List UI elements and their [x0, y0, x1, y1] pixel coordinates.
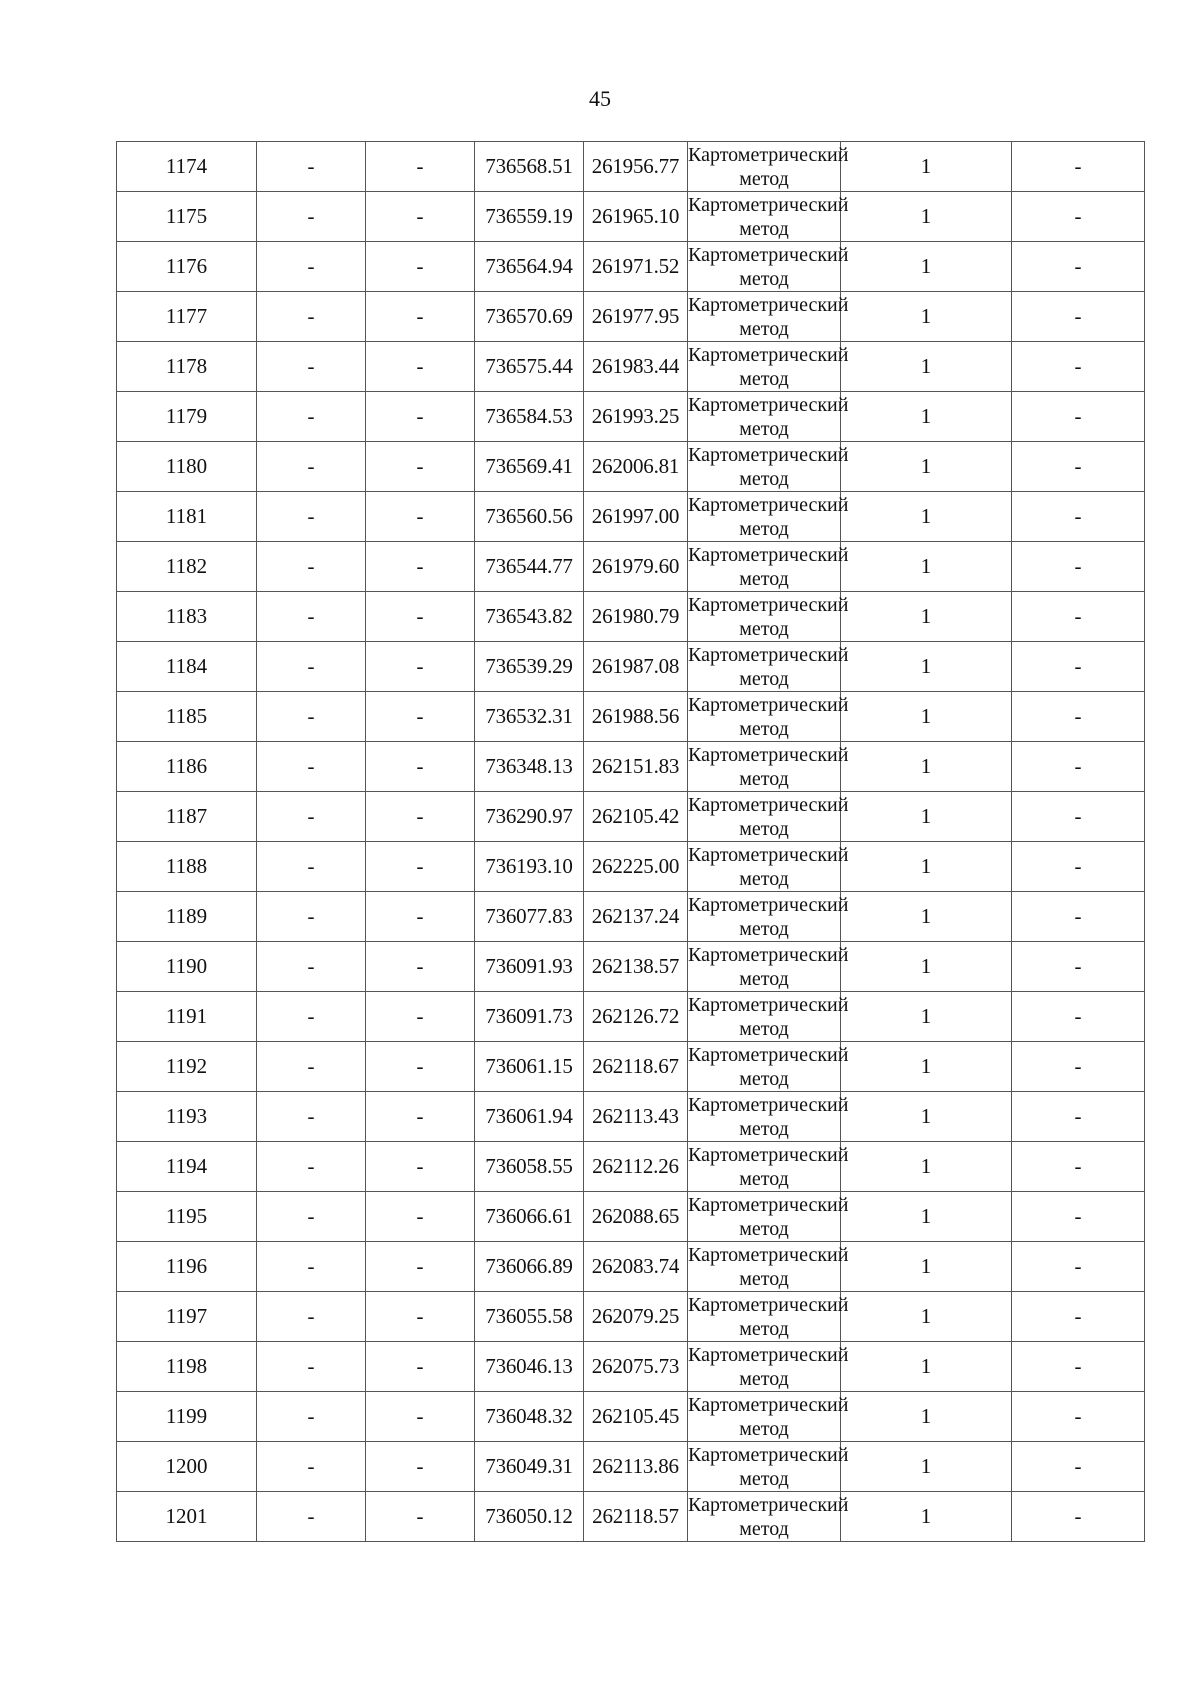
accuracy-cell: 1	[841, 1292, 1012, 1342]
table-row	[117, 1342, 1145, 1392]
accuracy-cell: 1	[841, 692, 1012, 742]
table-row	[117, 942, 1145, 992]
empty-value-cell: -	[1012, 1342, 1145, 1392]
table-row	[117, 842, 1145, 892]
method-cell: Картометрический метод	[688, 392, 841, 442]
table-row	[117, 542, 1145, 592]
table-row	[117, 992, 1145, 1042]
point-number-cell: 1181	[117, 492, 257, 542]
y-coordinate-cell: 262138.57	[584, 942, 688, 992]
empty-value-cell: -	[257, 1042, 366, 1092]
table-row	[117, 1092, 1145, 1142]
empty-value-cell: -	[257, 592, 366, 642]
table-row	[117, 442, 1145, 492]
method-cell: Картометрический метод	[688, 192, 841, 242]
accuracy-cell: 1	[841, 392, 1012, 442]
x-coordinate-cell: 736055.58	[475, 1292, 584, 1342]
empty-value-cell: -	[257, 442, 366, 492]
accuracy-cell: 1	[841, 492, 1012, 542]
coordinates-table	[116, 141, 1145, 1542]
x-coordinate-cell: 736048.32	[475, 1392, 584, 1442]
empty-value-cell: -	[1012, 492, 1145, 542]
method-cell: Картометрический метод	[688, 942, 841, 992]
empty-value-cell: -	[366, 1042, 475, 1092]
method-cell: Картометрический метод	[688, 1142, 841, 1192]
table-row	[117, 1142, 1145, 1192]
point-number-cell: 1187	[117, 792, 257, 842]
empty-value-cell: -	[1012, 192, 1145, 242]
method-cell: Картометрический метод	[688, 742, 841, 792]
x-coordinate-cell: 736066.61	[475, 1192, 584, 1242]
accuracy-cell: 1	[841, 892, 1012, 942]
empty-value-cell: -	[1012, 792, 1145, 842]
empty-value-cell: -	[366, 492, 475, 542]
empty-value-cell: -	[366, 1442, 475, 1492]
empty-value-cell: -	[257, 842, 366, 892]
accuracy-cell: 1	[841, 1142, 1012, 1192]
method-cell: Картометрический метод	[688, 1092, 841, 1142]
x-coordinate-cell: 736091.93	[475, 942, 584, 992]
y-coordinate-cell: 262126.72	[584, 992, 688, 1042]
table-row	[117, 1242, 1145, 1292]
method-cell: Картометрический метод	[688, 1292, 841, 1342]
x-coordinate-cell: 736559.19	[475, 192, 584, 242]
accuracy-cell: 1	[841, 1242, 1012, 1292]
method-cell: Картометрический метод	[688, 1392, 841, 1442]
point-number-cell: 1183	[117, 592, 257, 642]
empty-value-cell: -	[257, 1292, 366, 1342]
empty-value-cell: -	[1012, 592, 1145, 642]
table-row	[117, 1292, 1145, 1342]
method-cell: Картометрический метод	[688, 292, 841, 342]
table-row	[117, 292, 1145, 342]
point-number-cell: 1196	[117, 1242, 257, 1292]
x-coordinate-cell: 736570.69	[475, 292, 584, 342]
empty-value-cell: -	[1012, 1492, 1145, 1542]
empty-value-cell: -	[1012, 842, 1145, 892]
empty-value-cell: -	[257, 942, 366, 992]
empty-value-cell: -	[366, 242, 475, 292]
method-cell: Картометрический метод	[688, 1442, 841, 1492]
y-coordinate-cell: 261980.79	[584, 592, 688, 642]
x-coordinate-cell: 736560.56	[475, 492, 584, 542]
x-coordinate-cell: 736543.82	[475, 592, 584, 642]
table-row	[117, 1492, 1145, 1542]
point-number-cell: 1194	[117, 1142, 257, 1192]
method-cell: Картометрический метод	[688, 1242, 841, 1292]
point-number-cell: 1177	[117, 292, 257, 342]
x-coordinate-cell: 736539.29	[475, 642, 584, 692]
empty-value-cell: -	[1012, 942, 1145, 992]
empty-value-cell: -	[366, 592, 475, 642]
empty-value-cell: -	[1012, 292, 1145, 342]
accuracy-cell: 1	[841, 142, 1012, 192]
point-number-cell: 1189	[117, 892, 257, 942]
empty-value-cell: -	[1012, 1242, 1145, 1292]
empty-value-cell: -	[1012, 1192, 1145, 1242]
point-number-cell: 1184	[117, 642, 257, 692]
method-cell: Картометрический метод	[688, 342, 841, 392]
point-number-cell: 1190	[117, 942, 257, 992]
empty-value-cell: -	[257, 192, 366, 242]
accuracy-cell: 1	[841, 792, 1012, 842]
empty-value-cell: -	[366, 542, 475, 592]
method-cell: Картометрический метод	[688, 492, 841, 542]
empty-value-cell: -	[366, 442, 475, 492]
empty-value-cell: -	[1012, 242, 1145, 292]
point-number-cell: 1197	[117, 1292, 257, 1342]
empty-value-cell: -	[257, 1142, 366, 1192]
accuracy-cell: 1	[841, 742, 1012, 792]
table-row	[117, 392, 1145, 442]
x-coordinate-cell: 736569.41	[475, 442, 584, 492]
table-row	[117, 1042, 1145, 1092]
empty-value-cell: -	[366, 142, 475, 192]
table-row	[117, 592, 1145, 642]
point-number-cell: 1199	[117, 1392, 257, 1442]
empty-value-cell: -	[366, 392, 475, 442]
empty-value-cell: -	[366, 742, 475, 792]
empty-value-cell: -	[257, 1242, 366, 1292]
x-coordinate-cell: 736575.44	[475, 342, 584, 392]
y-coordinate-cell: 262083.74	[584, 1242, 688, 1292]
method-cell: Картометрический метод	[688, 142, 841, 192]
empty-value-cell: -	[366, 642, 475, 692]
y-coordinate-cell: 262006.81	[584, 442, 688, 492]
table-row	[117, 192, 1145, 242]
table-row	[117, 1392, 1145, 1442]
y-coordinate-cell: 261993.25	[584, 392, 688, 442]
x-coordinate-cell: 736564.94	[475, 242, 584, 292]
y-coordinate-cell: 262088.65	[584, 1192, 688, 1242]
accuracy-cell: 1	[841, 942, 1012, 992]
empty-value-cell: -	[366, 292, 475, 342]
accuracy-cell: 1	[841, 1042, 1012, 1092]
method-cell: Картометрический метод	[688, 1042, 841, 1092]
empty-value-cell: -	[257, 1442, 366, 1492]
empty-value-cell: -	[366, 992, 475, 1042]
empty-value-cell: -	[366, 692, 475, 742]
accuracy-cell: 1	[841, 842, 1012, 892]
y-coordinate-cell: 262137.24	[584, 892, 688, 942]
empty-value-cell: -	[1012, 1442, 1145, 1492]
point-number-cell: 1198	[117, 1342, 257, 1392]
point-number-cell: 1193	[117, 1092, 257, 1142]
y-coordinate-cell: 261979.60	[584, 542, 688, 592]
method-cell: Картометрический метод	[688, 642, 841, 692]
empty-value-cell: -	[257, 1342, 366, 1392]
empty-value-cell: -	[257, 992, 366, 1042]
accuracy-cell: 1	[841, 1442, 1012, 1492]
method-cell: Картометрический метод	[688, 542, 841, 592]
table-row	[117, 342, 1145, 392]
point-number-cell: 1195	[117, 1192, 257, 1242]
accuracy-cell: 1	[841, 642, 1012, 692]
x-coordinate-cell: 736348.13	[475, 742, 584, 792]
accuracy-cell: 1	[841, 1192, 1012, 1242]
y-coordinate-cell: 261965.10	[584, 192, 688, 242]
accuracy-cell: 1	[841, 542, 1012, 592]
y-coordinate-cell: 261977.95	[584, 292, 688, 342]
empty-value-cell: -	[366, 892, 475, 942]
empty-value-cell: -	[257, 1192, 366, 1242]
empty-value-cell: -	[366, 1192, 475, 1242]
empty-value-cell: -	[1012, 692, 1145, 742]
y-coordinate-cell: 262112.26	[584, 1142, 688, 1192]
empty-value-cell: -	[257, 1392, 366, 1442]
empty-value-cell: -	[366, 842, 475, 892]
method-cell: Картометрический метод	[688, 692, 841, 742]
table-row	[117, 242, 1145, 292]
empty-value-cell: -	[366, 192, 475, 242]
empty-value-cell: -	[1012, 142, 1145, 192]
y-coordinate-cell: 262079.25	[584, 1292, 688, 1342]
accuracy-cell: 1	[841, 292, 1012, 342]
table-row	[117, 792, 1145, 842]
y-coordinate-cell: 262075.73	[584, 1342, 688, 1392]
empty-value-cell: -	[1012, 542, 1145, 592]
method-cell: Картометрический метод	[688, 242, 841, 292]
y-coordinate-cell: 262113.43	[584, 1092, 688, 1142]
y-coordinate-cell: 261987.08	[584, 642, 688, 692]
point-number-cell: 1200	[117, 1442, 257, 1492]
point-number-cell: 1179	[117, 392, 257, 442]
point-number-cell: 1180	[117, 442, 257, 492]
empty-value-cell: -	[1012, 642, 1145, 692]
empty-value-cell: -	[1012, 892, 1145, 942]
y-coordinate-cell: 262225.00	[584, 842, 688, 892]
empty-value-cell: -	[1012, 392, 1145, 442]
x-coordinate-cell: 736058.55	[475, 1142, 584, 1192]
method-cell: Картометрический метод	[688, 592, 841, 642]
empty-value-cell: -	[1012, 1142, 1145, 1192]
table-row	[117, 692, 1145, 742]
table-row	[117, 1442, 1145, 1492]
empty-value-cell: -	[1012, 992, 1145, 1042]
y-coordinate-cell: 261983.44	[584, 342, 688, 392]
method-cell: Картометрический метод	[688, 1492, 841, 1542]
accuracy-cell: 1	[841, 242, 1012, 292]
x-coordinate-cell: 736193.10	[475, 842, 584, 892]
y-coordinate-cell: 262118.57	[584, 1492, 688, 1542]
x-coordinate-cell: 736046.13	[475, 1342, 584, 1392]
method-cell: Картометрический метод	[688, 992, 841, 1042]
table-body	[117, 142, 1145, 1542]
y-coordinate-cell: 261988.56	[584, 692, 688, 742]
point-number-cell: 1188	[117, 842, 257, 892]
accuracy-cell: 1	[841, 992, 1012, 1042]
page-number: 45	[589, 86, 611, 111]
accuracy-cell: 1	[841, 192, 1012, 242]
y-coordinate-cell: 262105.42	[584, 792, 688, 842]
empty-value-cell: -	[257, 392, 366, 442]
point-number-cell: 1182	[117, 542, 257, 592]
empty-value-cell: -	[1012, 1042, 1145, 1092]
method-cell: Картометрический метод	[688, 442, 841, 492]
point-number-cell: 1186	[117, 742, 257, 792]
empty-value-cell: -	[257, 642, 366, 692]
empty-value-cell: -	[257, 792, 366, 842]
empty-value-cell: -	[257, 892, 366, 942]
empty-value-cell: -	[257, 1492, 366, 1542]
point-number-cell: 1185	[117, 692, 257, 742]
method-cell: Картометрический метод	[688, 792, 841, 842]
empty-value-cell: -	[1012, 742, 1145, 792]
method-cell: Картометрический метод	[688, 1192, 841, 1242]
accuracy-cell: 1	[841, 1492, 1012, 1542]
empty-value-cell: -	[1012, 342, 1145, 392]
point-number-cell: 1176	[117, 242, 257, 292]
x-coordinate-cell: 736061.15	[475, 1042, 584, 1092]
empty-value-cell: -	[366, 942, 475, 992]
accuracy-cell: 1	[841, 592, 1012, 642]
x-coordinate-cell: 736290.97	[475, 792, 584, 842]
empty-value-cell: -	[1012, 1392, 1145, 1442]
y-coordinate-cell: 262151.83	[584, 742, 688, 792]
point-number-cell: 1192	[117, 1042, 257, 1092]
x-coordinate-cell: 736584.53	[475, 392, 584, 442]
point-number-cell: 1178	[117, 342, 257, 392]
point-number-cell: 1191	[117, 992, 257, 1042]
empty-value-cell: -	[257, 742, 366, 792]
empty-value-cell: -	[1012, 1292, 1145, 1342]
empty-value-cell: -	[366, 1492, 475, 1542]
y-coordinate-cell: 261956.77	[584, 142, 688, 192]
table-row	[117, 892, 1145, 942]
y-coordinate-cell: 262118.67	[584, 1042, 688, 1092]
empty-value-cell: -	[1012, 1092, 1145, 1142]
accuracy-cell: 1	[841, 1392, 1012, 1442]
empty-value-cell: -	[257, 692, 366, 742]
x-coordinate-cell: 736066.89	[475, 1242, 584, 1292]
method-cell: Картометрический метод	[688, 842, 841, 892]
table-row	[117, 142, 1145, 192]
point-number-cell: 1201	[117, 1492, 257, 1542]
empty-value-cell: -	[366, 1142, 475, 1192]
x-coordinate-cell: 736568.51	[475, 142, 584, 192]
point-number-cell: 1174	[117, 142, 257, 192]
empty-value-cell: -	[366, 1092, 475, 1142]
empty-value-cell: -	[366, 1242, 475, 1292]
y-coordinate-cell: 261971.52	[584, 242, 688, 292]
empty-value-cell: -	[366, 1342, 475, 1392]
empty-value-cell: -	[257, 142, 366, 192]
accuracy-cell: 1	[841, 442, 1012, 492]
accuracy-cell: 1	[841, 1092, 1012, 1142]
x-coordinate-cell: 736049.31	[475, 1442, 584, 1492]
empty-value-cell: -	[257, 1092, 366, 1142]
empty-value-cell: -	[366, 792, 475, 842]
x-coordinate-cell: 736061.94	[475, 1092, 584, 1142]
empty-value-cell: -	[366, 342, 475, 392]
table-row	[117, 742, 1145, 792]
empty-value-cell: -	[257, 292, 366, 342]
method-cell: Картометрический метод	[688, 1342, 841, 1392]
table-row	[117, 1192, 1145, 1242]
x-coordinate-cell: 736544.77	[475, 542, 584, 592]
empty-value-cell: -	[366, 1292, 475, 1342]
y-coordinate-cell: 262105.45	[584, 1392, 688, 1442]
x-coordinate-cell: 736050.12	[475, 1492, 584, 1542]
accuracy-cell: 1	[841, 342, 1012, 392]
y-coordinate-cell: 261997.00	[584, 492, 688, 542]
empty-value-cell: -	[257, 492, 366, 542]
x-coordinate-cell: 736091.73	[475, 992, 584, 1042]
point-number-cell: 1175	[117, 192, 257, 242]
method-cell: Картометрический метод	[688, 892, 841, 942]
empty-value-cell: -	[257, 242, 366, 292]
accuracy-cell: 1	[841, 1342, 1012, 1392]
x-coordinate-cell: 736077.83	[475, 892, 584, 942]
x-coordinate-cell: 736532.31	[475, 692, 584, 742]
empty-value-cell: -	[257, 542, 366, 592]
table-row	[117, 492, 1145, 542]
y-coordinate-cell: 262113.86	[584, 1442, 688, 1492]
empty-value-cell: -	[366, 1392, 475, 1442]
empty-value-cell: -	[1012, 442, 1145, 492]
empty-value-cell: -	[257, 342, 366, 392]
table-row	[117, 642, 1145, 692]
